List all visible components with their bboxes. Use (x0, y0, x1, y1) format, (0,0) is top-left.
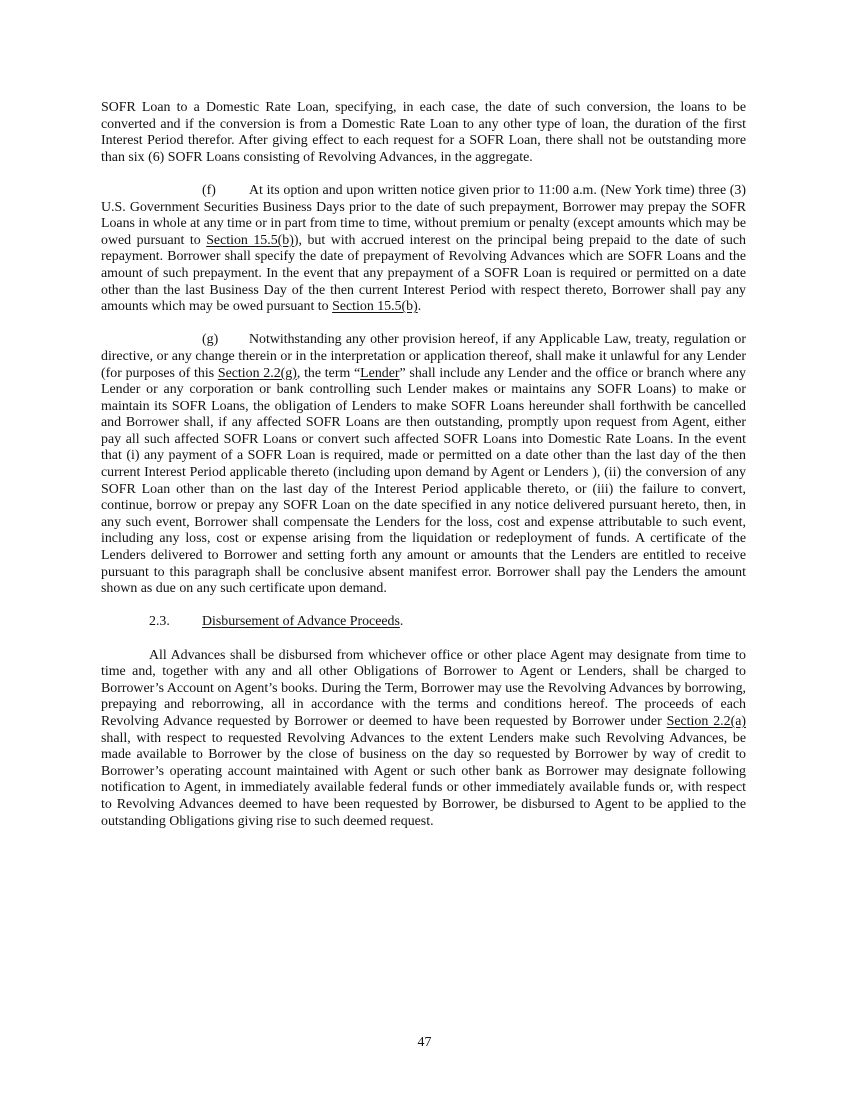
paragraph-g-text-1: Notwithstanding any other provision hereof, if any Applicable Law, treaty, regulation or directive, or any change therein or in the interpretation or application thereof, shall make it unlawful for any Lender (for purposes of this (101, 332, 746, 381)
section-reference-15-5-b: Section 15.5(b) (206, 232, 294, 248)
paragraph-2-3-text-1: All Advances shall be disbursed from whichever office or other place Agent may designate from time to time and, together with any and all other Obligations of Borrower to Agent or Lenders, shall be charged to Borrower’s Account on Agent’s books. During the Term, Borrower may use the Revolving Advances by borrowing, prepaying and reborrowing, all in accordance with the terms and conditions hereof. The proceeds of each Revolving Advance requested by Borrower or deemed to have been requested by Borrower under (101, 647, 746, 729)
paragraph-2-3-body (101, 648, 746, 831)
paragraph-continuation (101, 100, 746, 166)
page-number: 47 (417, 1035, 432, 1050)
paragraph-f-text-1: At its option and upon written notice given prior to 11:00 a.m. (New York time) three (3) U.S. Government Securities Business Days prior to the date of such prepayment, Borrower may prepay the SOFR Loans in whole at any time or in part from time to time, without premium or penalty (except amounts which may be owed pursuant to (101, 182, 746, 248)
paragraph-g (101, 332, 746, 598)
defined-term-lender: Lender (360, 365, 400, 381)
document-page (101, 100, 746, 847)
section-reference-2-2-a: Section 2.2(a) (666, 713, 746, 729)
paragraph-g-text-2: , the term “ (296, 365, 361, 381)
paragraph-label-f: (f) (202, 182, 216, 198)
paragraph-label-g: (g) (202, 332, 219, 348)
section-number: 2.3. (149, 614, 170, 630)
section-title: Disbursement of Advance Proceeds (202, 614, 400, 630)
paragraph-f-text-2: ), but with accrued interest on the principal being prepaid to the date of such repayment. Borrower shall specify the date of prepayment of Revolving Advances which are SOFR Loans and the amount of such prepayment. In the event that any prepayment of a SOFR Loan is required or permitted on a date other than the last Business Day of the then current Interest Period with respect thereto, Borrower shall pay any amounts which may be owed pursuant to (101, 232, 746, 315)
section-reference-2-2-g: Section 2.2(g) (217, 365, 297, 381)
paragraph-2-3-text-2: shall, with respect to requested Revolving Advances to the extent Lenders make such Revolving Advances, be made available to Borrower by the close of business on the day so requested by Borrower by way of credit to Borrower’s operating account maintained with Agent or such other bank as Borrower may designate following notification to Agent, in immediately available federal funds or other immediately available funds or, with respect to Revolving Advances deemed to have been requested by Borrower, be disbursed to Agent to be applied to the outstanding Obligations giving rise to such deemed request. (101, 730, 746, 829)
section-title-suffix: . (399, 614, 404, 630)
paragraph-f (101, 183, 746, 316)
paragraph-text: SOFR Loan to a Domestic Rate Loan, specifying, in each case, the date of such conversion, the loans to be converted and if the conversion is from a Domestic Rate Loan to any other type of loan, the duration of the first Interest Period therefor. After giving effect to each request for a SOFR Loan, there shall not be outstanding more than six (6) SOFR Loans consisting of Revolving Advances, in the aggregate. (101, 100, 746, 165)
section-reference-15-5-b-second: Section 15.5(b) (332, 299, 418, 315)
paragraph-g-text-3: ” shall include any Lender and the office or branch where any Lender or any corporation or bank controlling such Lender makes or maintains any SOFR Loans) to make or maintain its SOFR Loans, the obligation of Lenders to make SOFR Loans hereunder shall forthwith be cancelled and Borrower shall, if any affected SOFR Loans are then outstanding, promptly upon request from Agent, either pay all such affected SOFR Loans or convert such affected SOFR Loans into Domestic Rate Loans. In the event that (i) any payment of a SOFR Loan is required, made or permitted on a date other than the last day of the then current Interest Period applicable thereto (including upon demand by Agent or Lenders ), (ii) the conversion of any SOFR Loan other than on the last day of the Interest Period applicable thereto, or (iii) the failure to convert, continue, borrow or prepay any SOFR Loan on the date specified in any notice delivered pursuant hereto, then, in any such event, Borrower shall compensate the Lenders for the loss, cost and expense attributable to such event, including any loss, cost or expense arising from the liquidation or redeployment of funds. A certificate of the Lenders delivered to Borrower and setting forth any amount or amounts that the Lenders are entitled to receive pursuant to this paragraph shall be conclusive absent manifest error. Borrower shall pay the Lenders the amount shown as due on any such certificate upon demand. (101, 365, 746, 597)
paragraph-f-text-3: . (417, 299, 422, 315)
section-heading-2-3 (101, 614, 746, 631)
